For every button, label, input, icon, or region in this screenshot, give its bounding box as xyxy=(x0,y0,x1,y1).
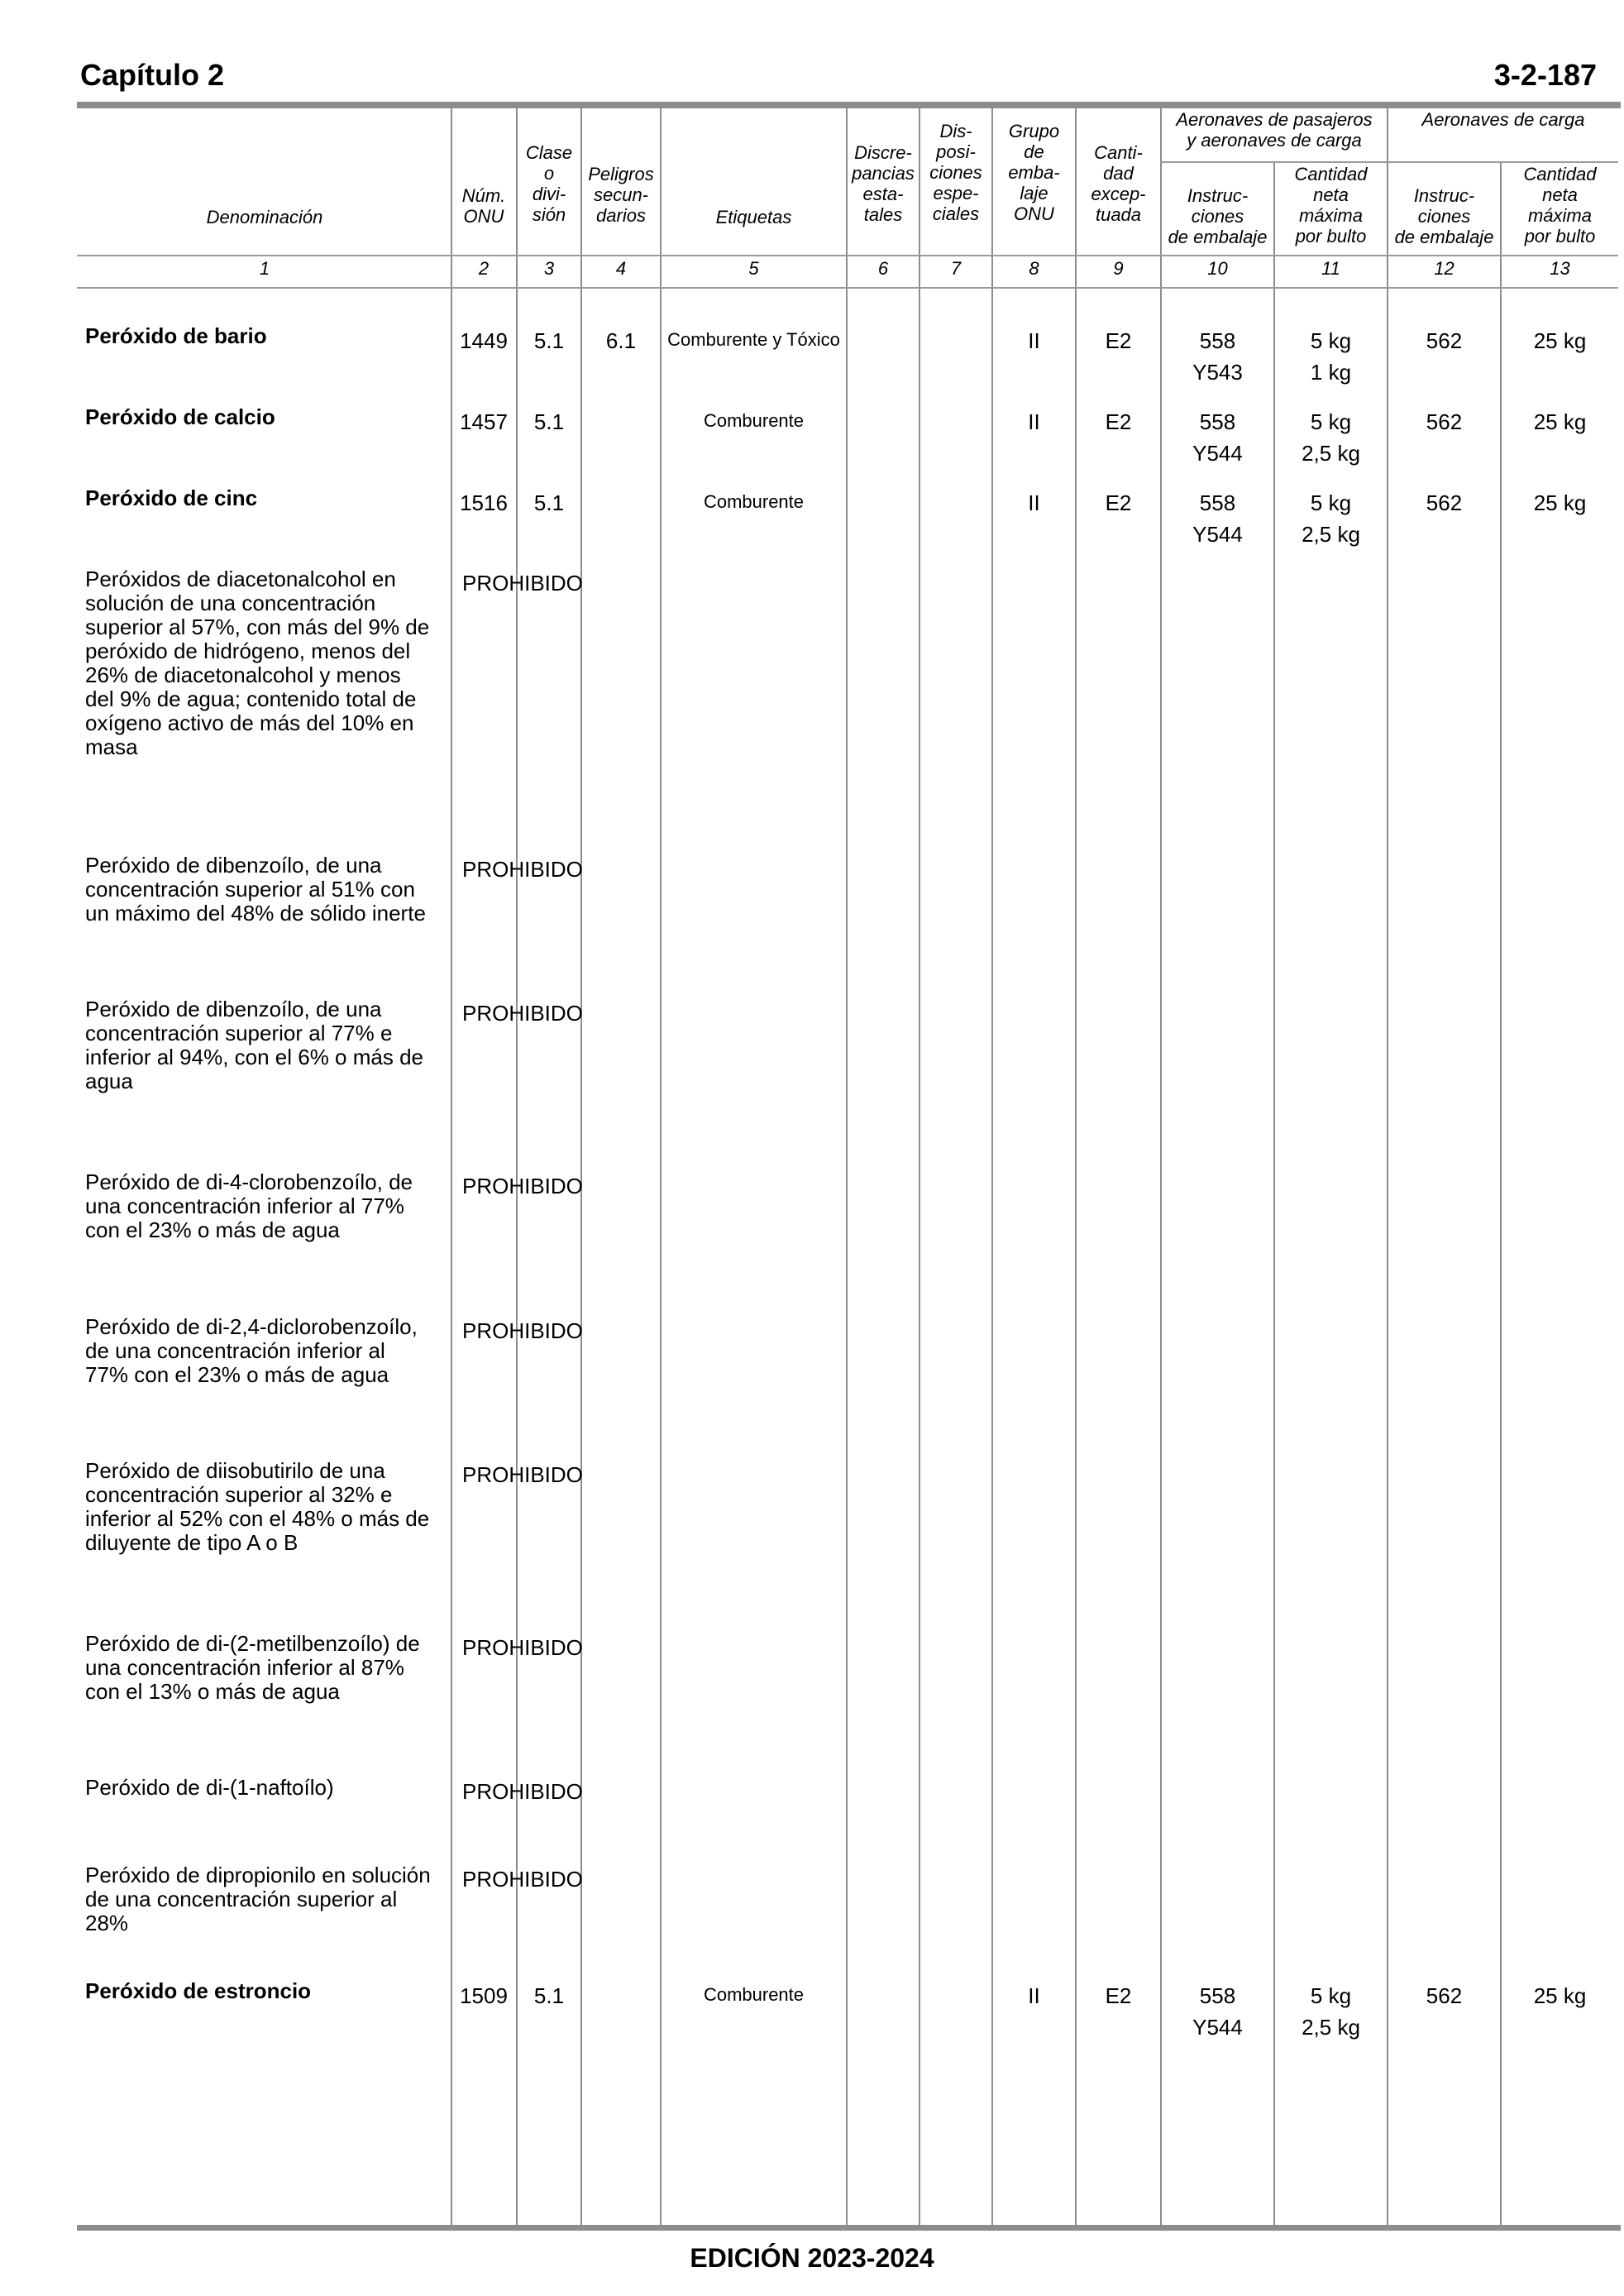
row-status: PROHIBIDO xyxy=(462,1779,583,1804)
col-divider xyxy=(919,105,920,2227)
row-clase: 5.1 xyxy=(533,328,565,353)
row-grupo: II xyxy=(1028,328,1040,353)
row-peligros: 6.1 xyxy=(605,328,637,353)
row-grupo: II xyxy=(1028,490,1040,515)
row-cargo-qty: 25 kg xyxy=(1533,328,1587,353)
header-cargo-cantidad: Cantidad neta máxima por bulto xyxy=(1523,164,1597,246)
row-status: PROHIBIDO xyxy=(462,571,583,596)
row-etiquetas: Comburente xyxy=(703,1984,805,2005)
row-name: Peróxidos de diacetonalcohol en solución de una concentración superior al 57%, con más del 9% de peróxido de hidrógeno, menos del 26% de diacetonalcohol y menos del 9% de agua; contenido total de oxígeno activo de más del 10% en masa xyxy=(85,567,430,759)
row-onu: 1457 xyxy=(460,409,508,434)
header-num-onu: Núm. ONU xyxy=(461,185,506,227)
col-divider xyxy=(580,105,582,2227)
bottom-rule xyxy=(77,2225,1621,2231)
header-divider xyxy=(77,255,1618,256)
row-cargo-qty: 25 kg xyxy=(1533,1983,1587,2008)
top-rule xyxy=(77,102,1621,108)
row-pax-instr: 558 Y543 xyxy=(1192,328,1243,385)
header-pax-instrucciones: Instruc- ciones de embalaje xyxy=(1168,185,1268,247)
column-number-divider xyxy=(77,287,1618,289)
header-etiquetas: Etiquetas xyxy=(715,207,792,227)
header-discrepancias: Discre- pancias esta- tales xyxy=(852,142,915,225)
header-cargo-instrucciones: Instruc- ciones de embalaje xyxy=(1394,185,1494,247)
row-name: Peróxido de dipropionilo en solución de una concentración superior al 28% xyxy=(85,1863,431,1935)
column-number: 10 xyxy=(1207,258,1228,279)
column-number: 9 xyxy=(1113,258,1124,279)
row-status: PROHIBIDO xyxy=(462,1635,583,1660)
header-peligros: Peligros secun- darios xyxy=(588,164,654,226)
row-name: Peróxido de estroncio xyxy=(85,1978,312,2003)
row-grupo: II xyxy=(1028,1983,1040,2008)
row-pax-qty: 5 kg 2,5 kg xyxy=(1302,1983,1360,2040)
row-clase: 5.1 xyxy=(533,409,565,434)
column-number: 8 xyxy=(1029,258,1039,279)
row-etiquetas: Comburente xyxy=(703,410,805,431)
row-status: PROHIBIDO xyxy=(462,1867,583,1892)
row-status: PROHIBIDO xyxy=(462,1318,583,1343)
row-status: PROHIBIDO xyxy=(462,1001,583,1026)
row-onu: 1509 xyxy=(460,1983,508,2008)
row-exceptuada: E2 xyxy=(1105,409,1132,434)
col-divider xyxy=(846,105,848,2227)
header-pasajeros-group: Aeronaves de pasajeros y aeronaves de carga xyxy=(1176,109,1373,151)
row-cargo-qty: 25 kg xyxy=(1533,490,1587,515)
column-number: 7 xyxy=(950,258,962,279)
row-pax-qty: 5 kg 1 kg xyxy=(1310,328,1352,385)
column-number: 5 xyxy=(748,258,759,279)
row-status: PROHIBIDO xyxy=(462,1462,583,1487)
row-name: Peróxido de di-4-clorobenzoílo, de una concentración inferior al 77% con el 23% o más de agua xyxy=(85,1170,413,1242)
column-number: 6 xyxy=(877,258,889,279)
row-grupo: II xyxy=(1028,409,1040,434)
row-etiquetas: Comburente xyxy=(703,491,805,512)
header-disposiciones: Dis- posi- ciones espe- ciales xyxy=(929,121,982,224)
header-cantidad-exceptuada: Canti- dad excep- tuada xyxy=(1091,142,1146,225)
header-grupo-embalaje: Grupo de emba- laje ONU xyxy=(1008,121,1060,224)
column-number: 3 xyxy=(543,258,555,279)
row-pax-qty: 5 kg 2,5 kg xyxy=(1302,490,1360,547)
row-cargo-instr: 562 xyxy=(1426,490,1463,515)
header-pax-cantidad: Cantidad neta máxima por bulto xyxy=(1294,164,1368,246)
chapter-title: Capítulo 2 xyxy=(80,58,225,92)
row-pax-instr: 558 Y544 xyxy=(1192,490,1243,547)
row-name: Peróxido de bario xyxy=(85,323,267,348)
row-cargo-instr: 562 xyxy=(1426,328,1463,353)
edition-footer: EDICIÓN 2023-2024 xyxy=(690,2243,934,2273)
row-pax-instr: 558 Y544 xyxy=(1192,1983,1243,2040)
column-number: 1 xyxy=(259,258,270,279)
row-exceptuada: E2 xyxy=(1105,1983,1132,2008)
row-name: Peróxido de di-(2-metilbenzoílo) de una concentración inferior al 87% con el 13% o más de agua xyxy=(85,1631,420,1704)
row-etiquetas: Comburente y Tóxico xyxy=(667,329,840,350)
row-exceptuada: E2 xyxy=(1105,490,1132,515)
row-onu: 1516 xyxy=(460,490,508,515)
row-pax-instr: 558 Y544 xyxy=(1192,409,1243,466)
column-number: 4 xyxy=(615,258,627,279)
row-name: Peróxido de di-(1-naftoílo) xyxy=(85,1775,334,1800)
header-carga-group: Aeronaves de carga xyxy=(1421,109,1585,130)
row-status: PROHIBIDO xyxy=(462,857,583,882)
row-name: Peróxido de diisobutirilo de una concentración superior al 32% e inferior al 52% con el 48% o más de diluyente de tipo A o B xyxy=(85,1458,430,1555)
column-number: 13 xyxy=(1550,258,1570,279)
row-name: Peróxido de di-2,4-diclorobenzoílo, de una concentración inferior al 77% con el 23% o más de agua xyxy=(85,1314,418,1387)
row-name: Peróxido de cinc xyxy=(85,486,258,510)
row-pax-qty: 5 kg 2,5 kg xyxy=(1302,409,1360,466)
row-clase: 5.1 xyxy=(533,1983,565,2008)
row-status: PROHIBIDO xyxy=(462,1174,583,1198)
row-exceptuada: E2 xyxy=(1105,328,1132,353)
row-cargo-instr: 562 xyxy=(1426,1983,1463,2008)
group-header-divider xyxy=(1160,161,1618,163)
col-divider xyxy=(1273,161,1275,2227)
row-name: Peróxido de dibenzoílo, de una concentración superior al 77% e inferior al 94%, con el 6% o más de agua xyxy=(85,997,423,1093)
row-cargo-qty: 25 kg xyxy=(1533,409,1587,434)
page-number: 3-2-187 xyxy=(1493,58,1597,92)
row-onu: 1449 xyxy=(460,328,508,353)
row-name: Peróxido de calcio xyxy=(85,404,275,429)
header-denominacion: Denominación xyxy=(206,207,323,227)
row-name: Peróxido de dibenzoílo, de una concentración superior al 51% con un máximo del 48% de sólido inerte xyxy=(85,853,426,926)
column-number: 11 xyxy=(1321,258,1340,279)
col-divider xyxy=(1500,161,1502,2227)
row-cargo-instr: 562 xyxy=(1426,409,1463,434)
column-number: 2 xyxy=(478,258,490,279)
row-clase: 5.1 xyxy=(533,490,565,515)
column-number: 12 xyxy=(1434,258,1454,279)
header-clase: Clase o divi- sión xyxy=(525,142,573,225)
